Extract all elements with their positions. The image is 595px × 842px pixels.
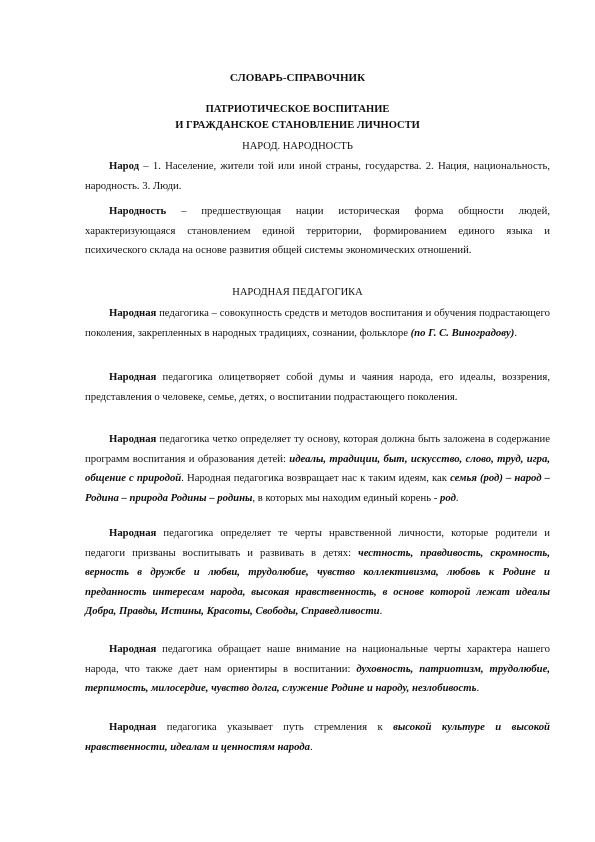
definition: педагогика – совокупность средств и методов воспитания и обучения подрастающего поколения, закрепленных в народных традициях, сознании, фольклоре xyxy=(85,307,550,339)
traits-list: честность, правдивость, скромность, верность в дружбе и любви, трудолюбие, чувство коллективизма, любовь к Родине и преданность интересам народа, высокая нравственность, в основе которой лежат идеалы Добра, Правды, Истины, Красоты, Свободы, Справедливости xyxy=(85,546,550,617)
source-citation: (по Г. С. Виноградову) xyxy=(410,326,515,339)
paragraph-pedagogika-osnova: Народная педагогика четко определяет ту основу, которая должна быть заложена в содержание программ воспитания и образования детей: идеалы, традиции, быт, искусство, слово, труд, игра, общение с природой. Народная педагогика возвращает нас к таким идеям, как семья (род) – народ – Родина – природа Родины – родины, в которых мы находим единый корень - род. xyxy=(85,433,550,504)
section-heading-narodnaya-pedagogika: НАРОДНАЯ ПЕДАГОГИКА xyxy=(232,287,363,298)
subtitle-line-1: ПАТРИОТИЧЕСКОЕ ВОСПИТАНИЕ xyxy=(205,104,390,115)
national-traits-list: духовность, патриотизм, трудолюбие, терпимость, милосердие, чувство долга, служение Родине и народу, незлобивость xyxy=(85,662,550,694)
term: Народ xyxy=(109,160,140,172)
paragraph-pedagogika-nacionalnye-cherty: Народная педагогика обращает наше внимание на национальные черты характера нашего народа, что также дает нам ориентиры в воспитании: духовность, патриотизм, трудолюбие, терпимость, милосердие, чувство долга, служение Родине и народу, незлобивость. xyxy=(85,643,550,694)
term: Народная xyxy=(109,643,157,655)
document-title: СЛОВАРЬ-СПРАВОЧНИК xyxy=(229,72,366,84)
ideals-list: идеалы, традиции, быт, искусство, слово, труд, игра, общение с природой xyxy=(85,452,550,484)
section-heading-narod: НАРОД. НАРОДНОСТЬ xyxy=(242,141,353,152)
paragraph-pedagogika-cherty: Народная педагогика определяет те черты нравственной личности, которые родители и педагоги призваны воспитывать и развивать в детях: честность, правдивость, скромность, верность в дружбе и любви, трудолюбие, чувство коллективизма, любовь к Родине и преданность интересам народа, высокая нравственность, в основе которой лежат идеалы Добра, Правды, Истины, Красоты, Свободы, Справедливости. xyxy=(85,527,550,617)
paragraph-narod xyxy=(85,157,550,196)
paragraph-pedagogika-put: Народная педагогика указывает путь стремления к высокой культуре и высокой нравственности, идеалам и ценностям народа. xyxy=(85,721,550,753)
root-word: род xyxy=(440,491,456,504)
term: Народная xyxy=(109,371,157,383)
term: Народность xyxy=(109,205,167,217)
paragraph-pedagogika-dumy xyxy=(85,368,550,407)
term: Народная xyxy=(109,527,157,539)
body-text: педагогика олицетворяет собой думы и чаяния народа, его идеалы, воззрения, представления о человеке, семье, детях, о воспитании подрастающего поколения. xyxy=(85,371,550,403)
paragraph-pedagogika-definition: Народная педагогика – совокупность средств и методов воспитания и обучения подрастающего поколения, закрепленных в народных традициях, сознании, фольклоре (по Г. С. Виноградову). xyxy=(85,307,550,339)
term: Народная xyxy=(109,721,157,733)
definition: – предшествующая нации историческая форма общности людей, характеризующаяся становлением единой территории, формированием единого языка и психического склада на основе развития общей системы экономических отношений. xyxy=(85,205,550,256)
concept-chain: семья (род) – народ – Родина – природа Родины – родины xyxy=(85,472,550,504)
goal-text: высокой культуре и высокой нравственности, идеалам и ценностям народа xyxy=(85,721,550,753)
subtitle-line-2: И ГРАЖДАНСКОЕ СТАНОВЛЕНИЕ ЛИЧНОСТИ xyxy=(175,120,420,131)
term: Народная xyxy=(109,433,157,445)
term: Народная xyxy=(109,307,157,319)
definition: – 1. Население, жители той или иной страны, государства. 2. Нация, национальность, народность. 3. Люди. xyxy=(85,160,550,192)
paragraph-narodnost xyxy=(85,202,550,261)
